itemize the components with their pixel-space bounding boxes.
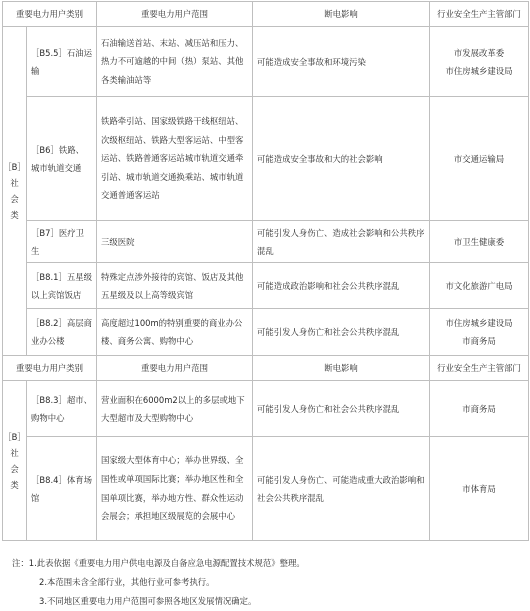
row-dept: 市卫生健康委 bbox=[430, 221, 529, 263]
row-dept: 市体育局 bbox=[430, 437, 529, 541]
table-row bbox=[3, 263, 529, 309]
note-1: 注：1.此表依据《重要电力用户供电电源及自备应急电源配置技术规范》整理。 bbox=[12, 558, 305, 568]
power-user-table bbox=[2, 1, 529, 541]
header-outage-impact: 断电影响 bbox=[253, 356, 430, 381]
row-impact: 可能造成安全事故和环境污染 bbox=[253, 27, 430, 97]
row-impact: 可能造成政治影响和社会公共秩序混乱 bbox=[253, 263, 430, 309]
header-outage-impact: 断电影响 bbox=[253, 2, 430, 27]
row-range: 石油输送首站、末站、减压站和压力、热力不可逾越的中间（热）泵站、其他各类输油站等 bbox=[97, 27, 253, 97]
table-notes bbox=[12, 554, 305, 611]
table-row bbox=[3, 27, 529, 97]
row-subcategory: ［B5.5］石油运输 bbox=[27, 27, 97, 97]
group-label: ［B］ 社 会 类 bbox=[3, 27, 27, 356]
row-range: 三级医院 bbox=[97, 221, 253, 263]
row-dept: 市文化旅游广电局 bbox=[430, 263, 529, 309]
table-row bbox=[3, 437, 529, 541]
header-user-range: 重要电力用户范围 bbox=[97, 2, 253, 27]
row-subcategory: ［B7］医疗卫生 bbox=[27, 221, 97, 263]
row-impact: 可能造成安全事故和大的社会影响 bbox=[253, 97, 430, 221]
row-impact: 可能引发人身伤亡、可能造成重大政治影响和社会公共秩序混乱 bbox=[253, 437, 430, 541]
note-2: 2.本范围未含全部行业，其他行业可参考执行。 bbox=[39, 577, 215, 587]
row-range: 高度超过100m的特别重要的商业办公楼、商务公寓、购物中心 bbox=[97, 309, 253, 356]
row-subcategory: ［B8.2］高层商业办公楼 bbox=[27, 309, 97, 356]
note-3: 3.不同地区重要电力用户范围可参照各地区发展情况确定。 bbox=[39, 596, 257, 606]
header-user-type: 重要电力用户类别 bbox=[3, 2, 97, 27]
row-dept: 市商务局 bbox=[430, 381, 529, 437]
header-supervising-dept: 行业安全生产主管部门 bbox=[430, 356, 529, 381]
row-subcategory: ［B6］铁路、城市轨道交通 bbox=[27, 97, 97, 221]
table-row bbox=[3, 381, 529, 437]
row-subcategory: ［B8.3］超市、购物中心 bbox=[27, 381, 97, 437]
row-range: 铁路牵引站、国家级铁路干线枢纽站、次级枢纽站、铁路大型客运站、中型客运站、铁路普通客运站城市轨道交通牵引站、城市轨道交通换乘站、城市轨道交通普通客运站 bbox=[97, 97, 253, 221]
row-impact: 可能引发人身伤亡和社会公共秩序混乱 bbox=[253, 381, 430, 437]
row-subcategory: ［B8.4］体育场馆 bbox=[27, 437, 97, 541]
row-dept: 市住房城乡建设局 市商务局 bbox=[430, 309, 529, 356]
table-row bbox=[3, 221, 529, 263]
table-row bbox=[3, 97, 529, 221]
header-user-type: 重要电力用户类别 bbox=[3, 356, 97, 381]
row-dept: 市发展改革委 市住房城乡建设局 bbox=[430, 27, 529, 97]
table-header-row bbox=[3, 2, 529, 27]
row-range: 国家级大型体育中心；举办世界级、全国性或单项国际比赛；举办地区性和全国单项比赛，举办地方性、群众性运动会展会；承担地区级展览的会展中心 bbox=[97, 437, 253, 541]
table-header-row-repeat bbox=[3, 356, 529, 381]
header-supervising-dept: 行业安全生产主管部门 bbox=[430, 2, 529, 27]
row-impact: 可能引发人身伤亡、造成社会影响和公共秩序混乱 bbox=[253, 221, 430, 263]
row-subcategory: ［B8.1］五星级以上宾馆饭店 bbox=[27, 263, 97, 309]
row-dept: 市交通运输局 bbox=[430, 97, 529, 221]
group-label: ［B］ 社 会 类 bbox=[3, 381, 27, 541]
row-range: 营业面积在6000m2以上的多层或地下大型超市及大型购物中心 bbox=[97, 381, 253, 437]
row-impact: 可能引发人身伤亡和社会公共秩序混乱 bbox=[253, 309, 430, 356]
header-user-range: 重要电力用户范围 bbox=[97, 356, 253, 381]
table-row bbox=[3, 309, 529, 356]
row-range: 特殊定点涉外接待的宾馆、饭店及其他五星级及以上高等级宾馆 bbox=[97, 263, 253, 309]
